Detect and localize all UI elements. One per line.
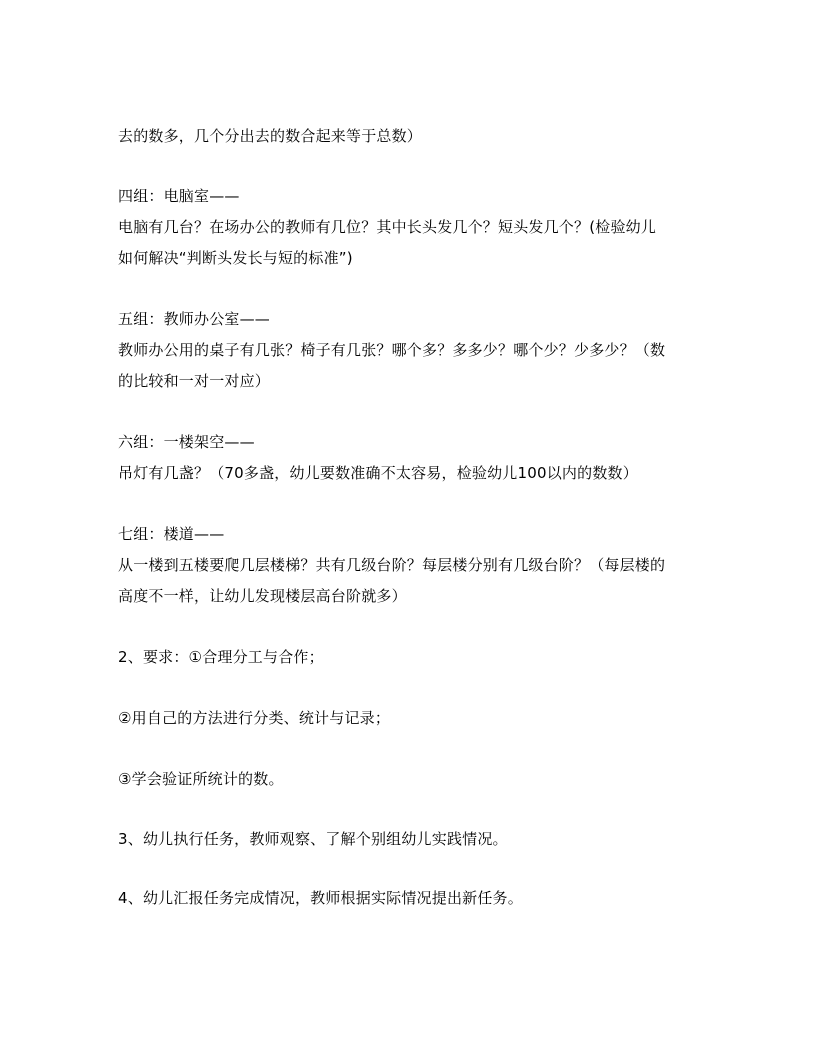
requirement-1: 2、要求：①合理分工与合作；: [118, 648, 324, 666]
group-7-line-2: 高度不一样，让幼儿发现楼层高台阶就多）: [118, 587, 407, 605]
group-6-line-1: 吊灯有几盏？（70多盏，幼儿要数准确不太容易，检验幼儿100以内的数数）: [118, 464, 638, 482]
group-5-line-1: 教师办公用的桌子有几张？椅子有几张？哪个多？多多少？哪个少？少多少？（数: [118, 341, 666, 359]
group-4-line-2: 如何解决“判断头发长与短的标准”): [118, 249, 353, 267]
requirement-2: ②用自己的方法进行分类、统计与记录；: [118, 709, 391, 727]
step-3: 3、幼儿执行任务，教师观察、了解个别组幼儿实践情况。: [118, 830, 508, 848]
group-6-heading: 六组：一楼架空——: [118, 433, 255, 451]
requirement-3: ③学会验证所统计的数。: [118, 770, 284, 788]
group-4-line-1: 电脑有几台？在场办公的教师有几位？其中长头发几个？短头发几个？(检验幼儿: [118, 218, 657, 236]
group-4-heading: 四组：电脑室——: [118, 187, 240, 205]
group-7-line-1: 从一楼到五楼要爬几层楼梯？共有几级台阶？每层楼分别有几级台阶？（每层楼的: [118, 556, 666, 574]
group-5-line-2: 的比较和一对一对应）: [118, 372, 271, 390]
group-7-heading: 七组：楼道——: [118, 525, 225, 543]
step-4: 4、幼儿汇报任务完成情况，教师根据实际情况提出新任务。: [118, 889, 523, 907]
intro-tail-text: 去的数多，几个分出去的数合起来等于总数）: [118, 127, 423, 145]
group-5-heading: 五组：教师办公室——: [118, 310, 271, 328]
